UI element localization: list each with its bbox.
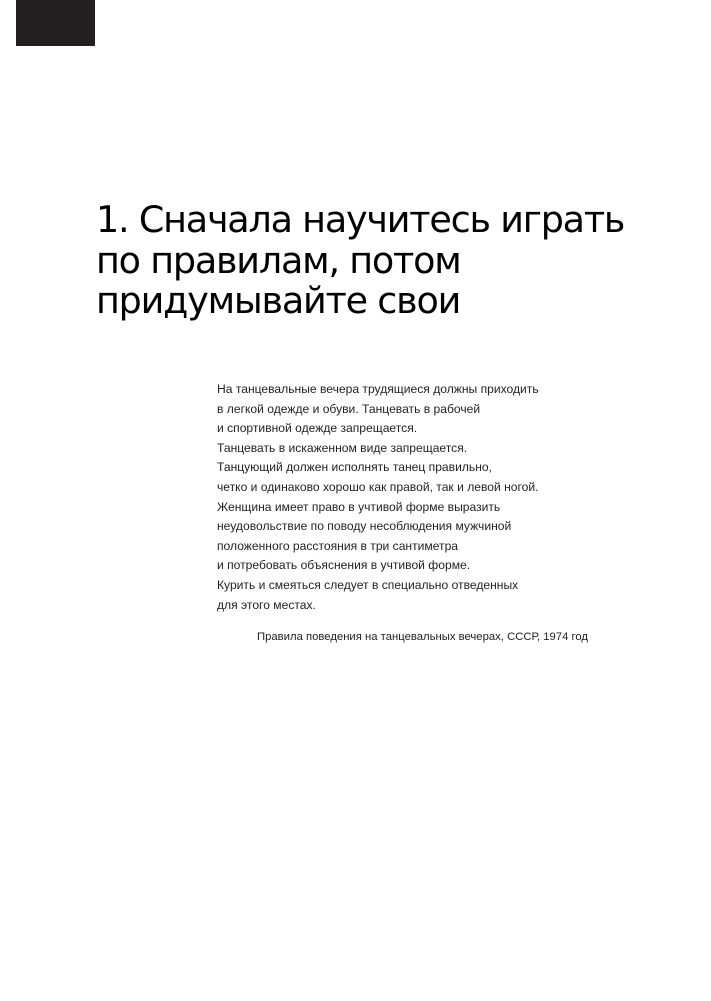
epigraph-line: четко и одинаково хорошо как правой, так и левой ногой. — [217, 479, 539, 494]
epigraph-line: в легкой одежде и обуви. Танцевать в рабочей — [217, 401, 481, 416]
header-black-tab — [16, 0, 95, 46]
epigraph-source: Правила поведения на танцевальных вечерах, СССР, 1974 год — [257, 631, 588, 643]
epigraph-line: На танцевальные вечера трудящиеся должны приходить — [217, 382, 539, 396]
epigraph-line: Танцующий должен исполнять танец правильно, — [217, 460, 492, 475]
epigraph-line: для этого местах. — [217, 597, 316, 612]
chapter-title-line: придумывайте свои — [96, 279, 461, 322]
chapter-title-line: по правилам, потом — [96, 238, 461, 282]
epigraph-line: неудовольствие по поводу несоблюдения мужчиной — [217, 519, 512, 534]
chapter-title-line: 1. Сначала научитесь играть — [96, 198, 625, 241]
epigraph-line: и спортивной одежде запрещается. — [217, 421, 418, 436]
epigraph-line: и потребовать объяснения в учтивой форме. — [217, 558, 471, 573]
epigraph-line: положенного расстояния в три сантиметра — [217, 538, 459, 553]
epigraph-line: Женщина имеет право в учтивой форме выразить — [217, 499, 501, 514]
epigraph-line: Танцевать в искаженном виде запрещается. — [217, 440, 468, 455]
chapter-title — [96, 198, 625, 322]
epigraph-quote — [217, 380, 617, 615]
epigraph-line: Курить и смеяться следует в специально отведенных — [217, 577, 519, 592]
